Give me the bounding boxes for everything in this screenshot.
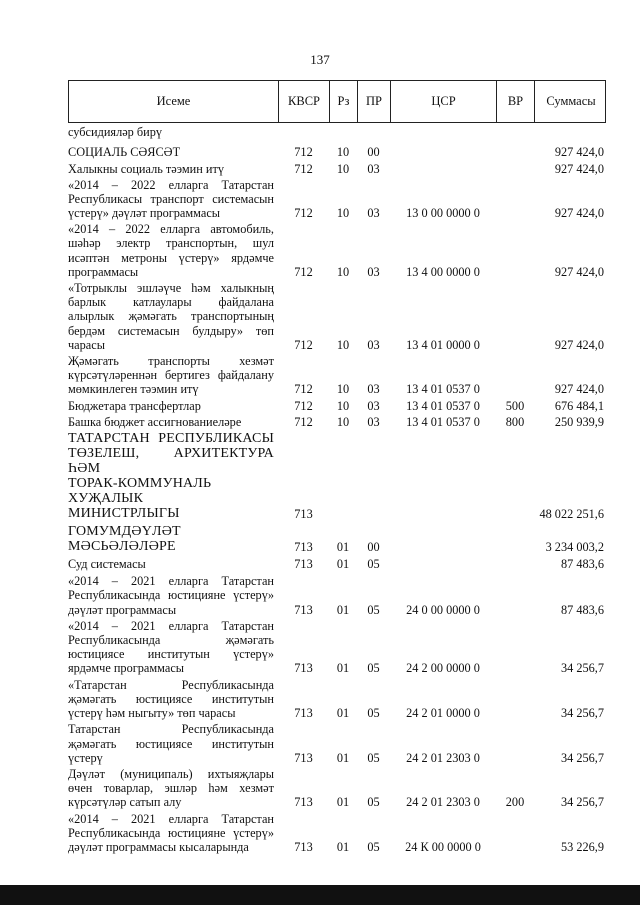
row-name-line: «2014 – 2021 елларга Татарстан bbox=[68, 574, 274, 589]
row-csr: 13 4 00 0000 0 bbox=[406, 264, 480, 279]
table-row bbox=[68, 178, 606, 221]
row-name-line: үстерү bbox=[68, 750, 103, 765]
table-row bbox=[68, 399, 606, 413]
row-pr: 05 bbox=[367, 661, 380, 676]
table-header bbox=[68, 80, 606, 123]
row-vr bbox=[496, 162, 534, 176]
row-name-line: мөмкинлеген тәэмин итү bbox=[68, 382, 199, 397]
row-pr: 03 bbox=[367, 162, 380, 177]
header-sum: Суммасы bbox=[546, 94, 596, 108]
table-row bbox=[68, 281, 606, 352]
row-name-line: «2014 – 2022 елларга Татарстан bbox=[68, 177, 274, 192]
row-sum: 87 483,6 bbox=[560, 557, 604, 572]
row-kvsr: 712 bbox=[294, 398, 313, 413]
row-name bbox=[68, 812, 278, 855]
row-name-line: үстерү һәм ныгыту» төп чарасы bbox=[68, 706, 236, 721]
table-row bbox=[68, 812, 606, 855]
row-csr: 13 0 00 0000 0 bbox=[406, 206, 480, 221]
row-name-line: МИНИСТРЛЫГЫ bbox=[68, 506, 180, 522]
row-name-line: Дәүләт (муниципаль) ихтыяҗлары bbox=[68, 766, 274, 781]
row-name bbox=[68, 767, 278, 810]
row-pr: 05 bbox=[367, 706, 380, 721]
row-name bbox=[68, 145, 278, 159]
row-vr bbox=[496, 812, 534, 855]
table-body bbox=[68, 125, 606, 854]
header-pr: ПР bbox=[358, 81, 391, 122]
row-sum bbox=[534, 125, 606, 139]
table-row bbox=[68, 524, 606, 554]
row-pr bbox=[357, 125, 390, 139]
row-csr: 24 2 01 2303 0 bbox=[406, 795, 480, 810]
row-sum: 34 256,7 bbox=[560, 706, 604, 721]
row-name-line: җәмәгать юстициясе институтын bbox=[68, 736, 274, 751]
row-name bbox=[68, 431, 278, 521]
row-sum: 48 022 251,6 bbox=[539, 506, 604, 521]
table-row bbox=[68, 557, 606, 571]
row-vr: 200 bbox=[505, 795, 525, 810]
row-name-line: Республикасында юстицияне үстерү» bbox=[68, 588, 274, 603]
header-name: Исеме bbox=[69, 81, 279, 122]
row-name bbox=[68, 574, 278, 617]
row-sum: 34 256,7 bbox=[560, 661, 604, 676]
row-name-line: СОЦИАЛЬ СӘЯСӘТ bbox=[68, 145, 181, 160]
row-name bbox=[68, 557, 278, 571]
row-name-line: юстициясе институтын үстерү» bbox=[68, 647, 274, 662]
row-pr: 05 bbox=[367, 839, 380, 854]
row-csr bbox=[390, 557, 496, 571]
row-vr bbox=[496, 354, 534, 397]
row-rz bbox=[329, 431, 357, 521]
row-name bbox=[68, 415, 278, 429]
row-name-line: күрсәтүләреннән бертигез файдалану bbox=[68, 368, 274, 383]
row-pr: 03 bbox=[367, 398, 380, 413]
header-rz: Рз bbox=[330, 81, 358, 122]
row-csr: 24 2 01 2303 0 bbox=[406, 750, 480, 765]
row-vr bbox=[496, 431, 534, 521]
header-csr: ЦСР bbox=[391, 81, 497, 122]
row-vr bbox=[496, 524, 534, 554]
row-rz: 01 bbox=[336, 706, 350, 721]
row-name-line: «2014 – 2021 елларга Татарстан bbox=[68, 618, 274, 633]
row-name-line: барлык катлаулары файдалана bbox=[68, 295, 274, 310]
row-vr bbox=[496, 178, 534, 221]
row-name-line: ГОМУМДӘҮЛӘТ МӘСЬӘЛӘЛӘРЕ bbox=[68, 524, 181, 555]
row-kvsr: 713 bbox=[294, 557, 313, 572]
row-name-line: бердәм системасын булдыру» төп bbox=[68, 323, 274, 338]
row-name-line: өчен товарлар, эшләр һәм хезмәт bbox=[68, 781, 274, 796]
row-sum: 927 424,0 bbox=[554, 382, 604, 397]
row-sum: 927 424,0 bbox=[554, 145, 604, 160]
row-kvsr: 712 bbox=[294, 337, 313, 352]
row-name bbox=[68, 524, 278, 554]
row-name bbox=[68, 399, 278, 413]
row-name bbox=[68, 619, 278, 676]
row-name bbox=[68, 678, 278, 721]
row-sum: 34 256,7 bbox=[560, 795, 604, 810]
row-rz: 10 bbox=[336, 162, 350, 177]
header-kvsr: КВСР bbox=[279, 81, 330, 122]
row-name-line: Бюджетара трансфертлар bbox=[68, 398, 201, 413]
row-csr bbox=[390, 125, 496, 139]
row-rz: 01 bbox=[336, 661, 350, 676]
row-kvsr: 713 bbox=[294, 602, 313, 617]
row-name-line: Республикасы транспорт системасын bbox=[68, 191, 274, 206]
row-rz: 01 bbox=[336, 795, 350, 810]
row-kvsr: 712 bbox=[294, 382, 313, 397]
row-rz: 10 bbox=[336, 145, 350, 160]
row-csr bbox=[390, 162, 496, 176]
row-name-line: Татарстан Республикасында bbox=[68, 722, 274, 737]
row-name-line: үстерү» дәүләт программасы bbox=[68, 206, 221, 221]
row-pr: 00 bbox=[367, 145, 380, 160]
row-rz: 01 bbox=[336, 602, 350, 617]
row-name-line: Республикасында юстицияне үстерү» bbox=[68, 825, 274, 840]
table-row bbox=[68, 574, 606, 617]
row-csr: 13 4 01 0000 0 bbox=[406, 337, 480, 352]
row-pr bbox=[357, 431, 390, 521]
row-name-line: Җәмәгать транспорты хезмәт bbox=[68, 354, 274, 369]
row-csr bbox=[390, 431, 496, 521]
row-kvsr: 713 bbox=[294, 661, 313, 676]
row-name-line: ТОРАК-КОММУНАЛЬ ХУҖАЛЫК bbox=[68, 476, 212, 507]
row-csr: 24 2 01 0000 0 bbox=[406, 706, 480, 721]
row-pr: 05 bbox=[367, 750, 380, 765]
row-vr bbox=[496, 678, 534, 721]
row-name-line: исәптән метроны үстерү» ярдәмче bbox=[68, 250, 274, 265]
row-name bbox=[68, 354, 278, 397]
row-sum: 250 939,9 bbox=[554, 414, 604, 429]
row-rz: 10 bbox=[336, 414, 350, 429]
row-name-line: «2014 – 2021 елларга Татарстан bbox=[68, 811, 274, 826]
row-rz: 01 bbox=[336, 539, 350, 554]
row-name bbox=[68, 178, 278, 221]
row-name-line: Республикасында җәмәгать bbox=[68, 633, 274, 648]
row-vr bbox=[496, 125, 534, 139]
table-row bbox=[68, 222, 606, 279]
row-name-line: Башка бюджет ассигнованиеләре bbox=[68, 414, 242, 429]
table-row bbox=[68, 767, 606, 810]
header-vr: ВР bbox=[497, 81, 535, 122]
row-kvsr: 712 bbox=[294, 264, 313, 279]
row-name bbox=[68, 162, 278, 176]
row-kvsr: 713 bbox=[294, 706, 313, 721]
row-vr bbox=[496, 722, 534, 765]
row-kvsr: 712 bbox=[294, 206, 313, 221]
row-pr: 03 bbox=[367, 414, 380, 429]
table-row bbox=[68, 415, 606, 429]
row-vr bbox=[496, 557, 534, 571]
row-sum: 927 424,0 bbox=[554, 264, 604, 279]
row-name-line: субсидияләр бирү bbox=[68, 125, 163, 139]
row-rz: 10 bbox=[336, 337, 350, 352]
row-name-line: ярдәмче программасы bbox=[68, 661, 185, 676]
row-csr: 13 4 01 0537 0 bbox=[406, 414, 480, 429]
row-name-line: чарасы bbox=[68, 337, 105, 352]
row-pr: 05 bbox=[367, 602, 380, 617]
row-kvsr: 713 bbox=[294, 839, 313, 854]
table-row bbox=[68, 619, 606, 676]
row-name bbox=[68, 281, 278, 352]
row-vr: 800 bbox=[505, 414, 525, 429]
row-rz: 10 bbox=[336, 264, 350, 279]
row-vr bbox=[496, 619, 534, 676]
table-row bbox=[68, 354, 606, 397]
row-kvsr: 712 bbox=[294, 145, 313, 160]
row-name-line: җәмәгать юстициясе институтын bbox=[68, 691, 274, 706]
row-rz: 01 bbox=[336, 557, 350, 572]
row-pr: 05 bbox=[367, 795, 380, 810]
table-row bbox=[68, 722, 606, 765]
row-rz: 10 bbox=[336, 206, 350, 221]
row-name-line: «Тотрыклы эшләүче һәм халыкның bbox=[68, 281, 274, 296]
row-name-line: Суд системасы bbox=[68, 557, 146, 572]
table-row bbox=[68, 145, 606, 159]
row-pr: 03 bbox=[367, 264, 380, 279]
row-csr: 24 2 00 0000 0 bbox=[406, 661, 480, 676]
row-vr bbox=[496, 222, 534, 279]
row-rz bbox=[329, 125, 357, 139]
row-pr: 03 bbox=[367, 206, 380, 221]
row-kvsr: 713 bbox=[294, 506, 313, 521]
row-sum: 676 484,1 bbox=[554, 398, 604, 413]
row-vr bbox=[496, 574, 534, 617]
row-kvsr: 712 bbox=[294, 414, 313, 429]
budget-table bbox=[68, 80, 606, 854]
row-vr bbox=[496, 145, 534, 159]
row-name-line: Халыкны социаль тәэмин итү bbox=[68, 162, 225, 177]
row-sum: 927 424,0 bbox=[554, 337, 604, 352]
row-name-line: «2014 – 2022 елларга автомобиль, bbox=[68, 222, 274, 237]
page-number: 137 bbox=[310, 52, 330, 67]
scan-bottom-edge bbox=[0, 885, 640, 905]
row-pr: 05 bbox=[367, 557, 380, 572]
row-kvsr: 713 bbox=[294, 795, 313, 810]
table-row bbox=[68, 162, 606, 176]
row-kvsr bbox=[278, 125, 329, 139]
table-row bbox=[68, 431, 606, 521]
row-name-line: программасы bbox=[68, 264, 139, 279]
row-sum: 53 226,9 bbox=[560, 839, 604, 854]
row-name-line: дәүләт программасы bbox=[68, 602, 177, 617]
row-name bbox=[68, 722, 278, 765]
row-pr: 00 bbox=[367, 539, 380, 554]
row-pr: 03 bbox=[367, 337, 380, 352]
row-sum: 3 234 003,2 bbox=[545, 539, 604, 554]
row-kvsr: 713 bbox=[294, 539, 313, 554]
row-sum: 34 256,7 bbox=[560, 750, 604, 765]
row-sum: 927 424,0 bbox=[554, 206, 604, 221]
row-rz: 10 bbox=[336, 398, 350, 413]
row-rz: 10 bbox=[336, 382, 350, 397]
row-sum: 87 483,6 bbox=[560, 602, 604, 617]
row-name bbox=[68, 125, 278, 139]
row-name-line: алырлык җәмәгать транспортының bbox=[68, 309, 274, 324]
row-kvsr: 712 bbox=[294, 162, 313, 177]
row-name-line: «Татарстан Республикасында bbox=[68, 677, 274, 692]
row-vr: 500 bbox=[505, 398, 525, 413]
row-csr: 13 4 01 0537 0 bbox=[406, 382, 480, 397]
row-sum: 927 424,0 bbox=[554, 162, 604, 177]
row-kvsr: 713 bbox=[294, 750, 313, 765]
row-rz: 01 bbox=[336, 839, 350, 854]
row-name-line: ТӨЗЕЛЕШ, АРХИТЕКТУРА ҺӘМ bbox=[68, 446, 274, 477]
row-name-line: күрсәтүләр сатып алу bbox=[68, 795, 182, 810]
row-pr: 03 bbox=[367, 382, 380, 397]
row-rz: 01 bbox=[336, 750, 350, 765]
row-csr: 13 4 01 0537 0 bbox=[406, 398, 480, 413]
row-name bbox=[68, 222, 278, 279]
row-name-line: шәһәр электр транспортын, шул bbox=[68, 236, 274, 251]
row-csr: 24 0 00 0000 0 bbox=[406, 602, 480, 617]
row-csr bbox=[390, 524, 496, 554]
row-name-line: ТАТАРСТАН РЕСПУБЛИКАСЫ bbox=[68, 431, 274, 447]
row-name-line: дәүләт программасы кысаларында bbox=[68, 839, 249, 854]
row-vr bbox=[496, 281, 534, 352]
row-csr bbox=[390, 145, 496, 159]
table-row bbox=[68, 125, 606, 139]
table-row bbox=[68, 678, 606, 721]
row-csr: 24 К 00 0000 0 bbox=[405, 839, 481, 854]
